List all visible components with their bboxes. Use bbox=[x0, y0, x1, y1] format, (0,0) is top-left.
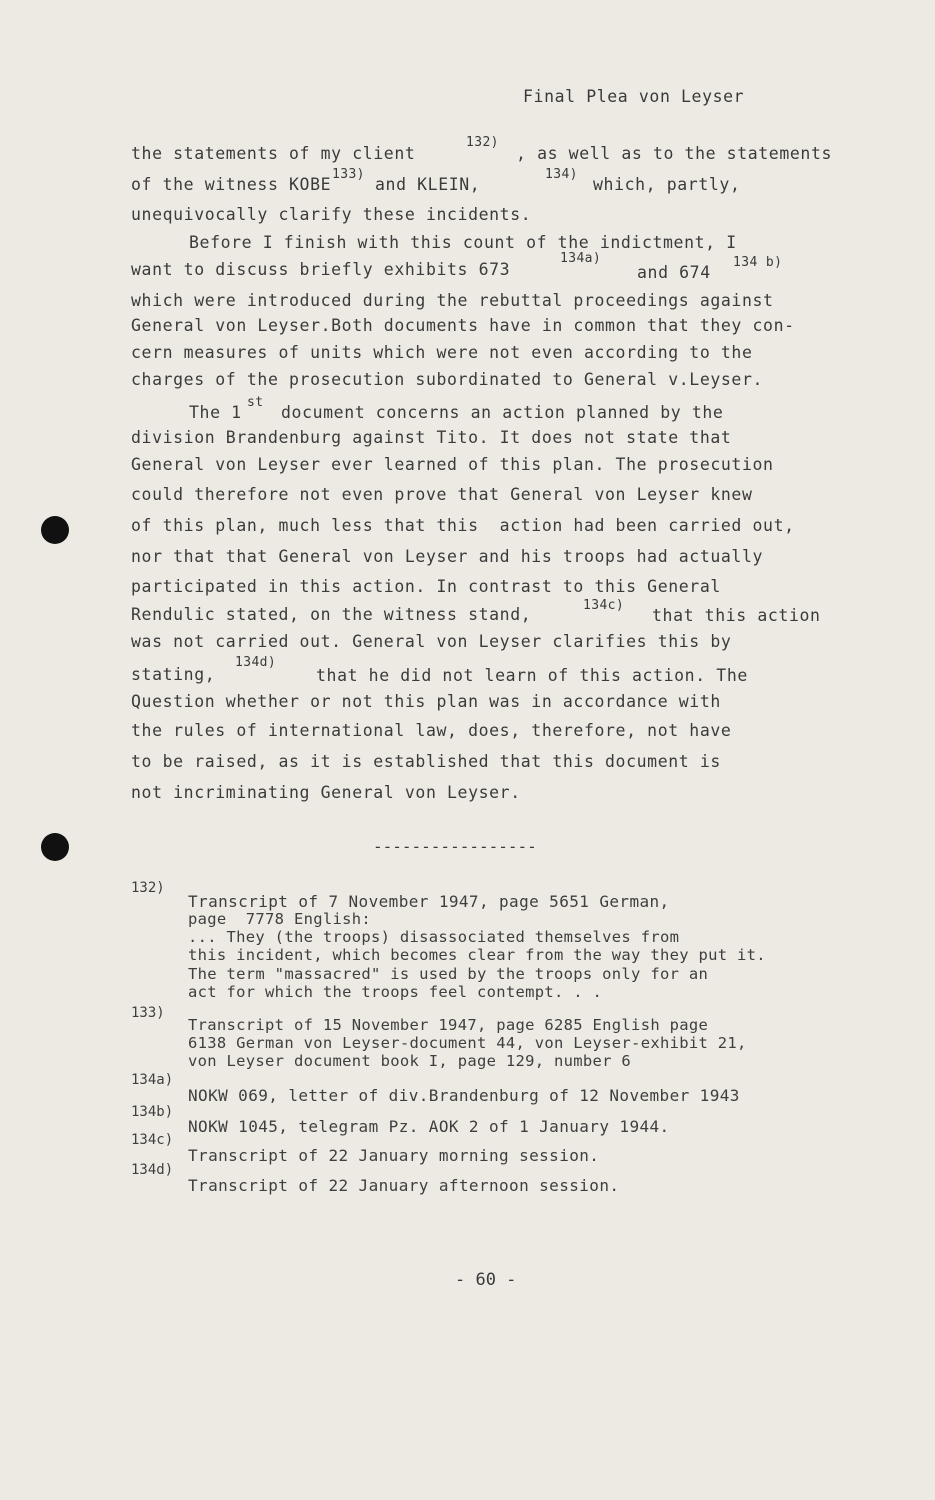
footnote-number: 134a) bbox=[131, 1072, 174, 1088]
footnote-ref: 134a) bbox=[560, 251, 602, 266]
body-line: , as well as to the statements bbox=[516, 144, 833, 163]
footnote-text: act for which the troops feel contempt. . . bbox=[188, 983, 603, 1001]
footnote-number: 134c) bbox=[131, 1132, 174, 1148]
punch-hole bbox=[41, 833, 69, 861]
body-line: division Brandenburg against Tito. It does not state that bbox=[131, 428, 732, 447]
footnote-number: 134d) bbox=[131, 1162, 174, 1178]
body-line: could therefore not even prove that General von Leyser knew bbox=[131, 485, 753, 504]
footnote-text: von Leyser document book I, page 129, number 6 bbox=[188, 1052, 632, 1070]
body-line: Before I finish with this count of the indictment, I bbox=[189, 233, 737, 252]
footnote-text: page 7778 English: bbox=[188, 910, 372, 928]
body-line: and KLEIN, bbox=[375, 175, 481, 194]
footnote-text: 6138 German von Leyser-document 44, von Leyser-exhibit 21, bbox=[188, 1034, 747, 1052]
body-line: stating, bbox=[131, 665, 216, 684]
footnote-ref: 134) bbox=[545, 167, 578, 182]
body-line: which, partly, bbox=[593, 175, 741, 194]
footnote-text: NOKW 069, letter of div.Brandenburg of 12 November 1943 bbox=[188, 1086, 740, 1105]
body-line: unequivocally clarify these incidents. bbox=[131, 205, 532, 224]
footnote-ref: 134d) bbox=[235, 655, 277, 670]
body-line: General von Leyser ever learned of this plan. The prosecution bbox=[131, 455, 774, 474]
footnote-text: Transcript of 22 January afternoon session. bbox=[188, 1176, 620, 1195]
footnote-text: The term "massacred" is used by the troops only for an bbox=[188, 965, 709, 983]
footnote-ref: 133) bbox=[332, 167, 365, 182]
footnote-ref: 132) bbox=[466, 135, 499, 150]
body-line: that this action bbox=[652, 606, 821, 625]
body-line: of the witness KOBE bbox=[131, 175, 332, 194]
body-line: not incriminating General von Leyser. bbox=[131, 783, 521, 802]
footnote-text: Transcript of 7 November 1947, page 5651 German, bbox=[188, 892, 670, 911]
body-line: participated in this action. In contrast to this General bbox=[131, 577, 721, 596]
footnote-text: NOKW 1045, telegram Pz. AOK 2 of 1 January 1944. bbox=[188, 1117, 670, 1136]
footnote-number: 132) bbox=[131, 880, 165, 896]
footnote-text: this incident, which becomes clear from the way they put it. bbox=[188, 946, 766, 964]
body-line: General von Leyser.Both documents have in common that they con- bbox=[131, 316, 795, 335]
body-line: document concerns an action planned by the bbox=[281, 403, 724, 422]
footnote-ref: 134c) bbox=[583, 598, 625, 613]
body-line: The 1 bbox=[189, 403, 242, 422]
body-line: and 674 bbox=[637, 263, 711, 282]
body-line: was not carried out. General von Leyser clarifies this by bbox=[131, 632, 732, 651]
footnote-number: 133) bbox=[131, 1005, 165, 1021]
footnote-number: 134b) bbox=[131, 1104, 174, 1120]
footnote-text: Transcript of 15 November 1947, page 6285 English page bbox=[188, 1016, 709, 1034]
punch-hole bbox=[41, 516, 69, 544]
body-line: nor that that General von Leyser and his troops had actually bbox=[131, 547, 764, 566]
footnote-ref: 134 b) bbox=[733, 255, 783, 270]
body-line: Rendulic stated, on the witness stand, bbox=[131, 605, 532, 624]
ordinal-suffix: st bbox=[247, 395, 264, 410]
body-line: which were introduced during the rebuttal proceedings against bbox=[131, 291, 774, 310]
page-number: - 60 - bbox=[455, 1270, 517, 1290]
body-line: charges of the prosecution subordinated to General v.Leyser. bbox=[131, 370, 764, 389]
body-line: of this plan, much less that this action had been carried out, bbox=[131, 516, 795, 535]
body-line: that he did not learn of this action. The bbox=[316, 666, 748, 685]
body-line: the rules of international law, does, therefore, not have bbox=[131, 721, 732, 740]
footnote-text: ... They (the troops) disassociated themselves from bbox=[188, 928, 680, 946]
page-header: Final Plea von Leyser bbox=[523, 87, 745, 106]
footnote-divider: ----------------- bbox=[373, 837, 537, 856]
body-line: want to discuss briefly exhibits 673 bbox=[131, 260, 511, 279]
body-line: cern measures of units which were not even according to the bbox=[131, 343, 753, 362]
footnote-text: Transcript of 22 January morning session. bbox=[188, 1146, 600, 1165]
body-line: the statements of my client bbox=[131, 144, 416, 163]
body-line: to be raised, as it is established that this document is bbox=[131, 752, 721, 771]
body-line: Question whether or not this plan was in accordance with bbox=[131, 692, 721, 711]
